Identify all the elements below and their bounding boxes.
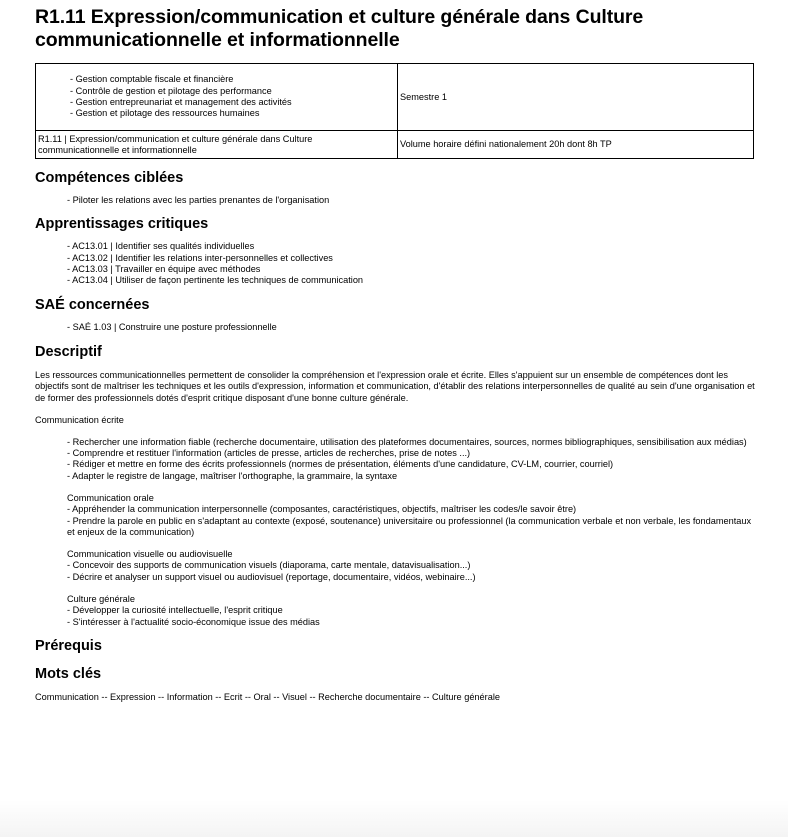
list-item: - Concevoir des supports de communication visuels (diaporama, carte mentale, datavisualisation...) [67, 560, 471, 571]
list-item: - Piloter les relations avec les parties prenantes de l'organisation [67, 195, 330, 205]
list-item: - Appréhender la communication interpersonnelle (composantes, caractéristiques, objectifs, maîtriser les codes/le savoir être) [67, 504, 577, 515]
list-item: - Gestion entrepreunariat et management des activités [70, 97, 292, 107]
list-item: - AC13.02 | Identifier les relations inter-personnelles et collectives [67, 252, 333, 263]
group-title-visuelle: Communication visuelle ou audiovisuelle [67, 549, 233, 560]
descriptif-intro: Les ressources communicationnelles permettent de consolider la compréhension et l'expression orale et écrite. Elles s'appuient sur un ensemble de compétences dont les objectifs sont de maîtriser les techniques et les outils d'expression, information et communication, d'établir des relations interpersonnelles de qualité au sein d'une organisation et de former des professionnels dotés d'esprit critique disposant d'une bonne culture générale. [35, 369, 755, 403]
group-title-culture: Culture générale [67, 594, 135, 605]
table-row [36, 64, 754, 131]
section-heading-competences: Compétences ciblées [35, 170, 184, 186]
document-page [35, 6, 755, 703]
group-title-orale: Communication orale [67, 492, 154, 503]
list-item: - AC13.04 | Utiliser de façon pertinente les techniques de communication [67, 275, 364, 286]
semestre-cell: Semestre 1 [398, 64, 754, 131]
list-item: - Prendre la parole en public en s'adaptant au contexte (exposé, soutenance) universitaire ou professionnel (la communication verbale et non verbale, les fondamentaux et enjeux de la communication) [67, 515, 752, 537]
list-item: - Décrire et analyser un support visuel ou audiovisuel (reportage, documentaire, vidéos, webinaire...) [67, 571, 476, 582]
list-item: - Rechercher une information fiable (recherche documentaire, utilisation des plateformes documentaires, sources, normes bibliographiques, sensibilisation aux médias) [67, 436, 747, 447]
apprentissages-list [35, 241, 755, 286]
culture-block [35, 594, 755, 628]
orale-block [35, 493, 755, 538]
list-item: - SAÉ 1.03 | Construire une posture professionnelle [67, 322, 277, 333]
table-row [36, 131, 754, 159]
visuelle-block [35, 549, 755, 583]
ressource-cell: R1.11 | Expression/communication et culture générale dans Culture communicationnelle et informationnelle [36, 131, 398, 159]
mots-cles-text: Communication -- Expression -- Information -- Ecrit -- Oral -- Visuel -- Recherche documentaire -- Culture générale [35, 691, 500, 702]
section-heading-apprentissages: Apprentissages critiques [35, 216, 209, 233]
parcours-cell [36, 64, 398, 131]
group-title-ecrite: Communication écrite [35, 415, 124, 426]
list-item: - Gestion et pilotage des ressources humaines [70, 108, 260, 119]
competences-list [35, 195, 755, 206]
info-table [35, 63, 754, 159]
section-heading-sae: SAÉ concernées [35, 297, 150, 314]
sae-list [35, 322, 755, 333]
list-item: - AC13.03 | Travailler en équipe avec méthodes [67, 263, 261, 274]
list-item: - Comprendre et restituer l'information (articles de presse, articles de recherches, prise de notes ...) [67, 448, 471, 459]
list-item: - AC13.01 | Identifier ses qualités individuelles [67, 241, 255, 252]
section-heading-descriptif: Descriptif [35, 343, 102, 360]
list-item: - Rédiger et mettre en forme des écrits professionnels (normes de présentation, éléments d'une candidature, CV-LM, courrier, courriel) [67, 459, 614, 470]
volume-cell: Volume horaire défini nationalement 20h dont 8h TP [398, 131, 754, 159]
list-item: - S'intéresser à l'actualité socio-économique issue des médias [67, 616, 320, 627]
list-item: - Développer la curiosité intellectuelle, l'esprit critique [67, 605, 283, 616]
page-title: R1.11 Expression/communication et culture générale dans Culture communicationnelle et informationnelle [35, 6, 644, 51]
list-item: - Contrôle de gestion et pilotage des performance [70, 85, 272, 96]
list-item: - Gestion comptable fiscale et financière [70, 74, 234, 85]
section-heading-prerequis: Prérequis [35, 637, 102, 654]
ecrite-list [35, 437, 755, 482]
list-item: - Adapter le registre de langage, maîtriser l'orthographe, la grammaire, la syntaxe [67, 470, 398, 481]
parcours-list [38, 74, 395, 119]
section-heading-mots-cles: Mots clés [35, 665, 102, 682]
